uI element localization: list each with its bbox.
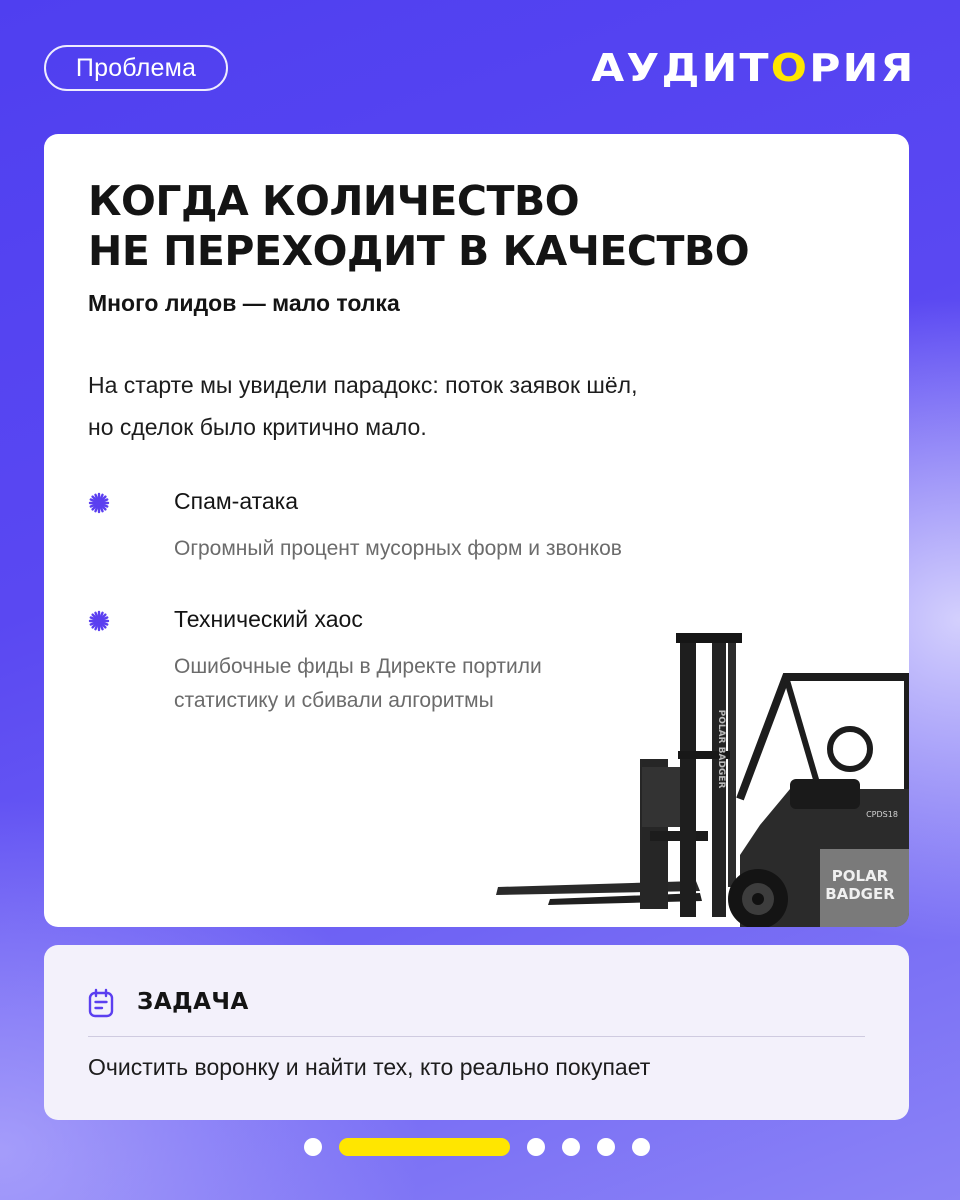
bullet-title: Спам-атака xyxy=(174,488,299,514)
bullet-description-line: Огромный процент мусорных форм и звонков xyxy=(174,537,622,560)
starburst-bullet-icon xyxy=(88,492,110,514)
pagination-dot[interactable] xyxy=(562,1138,580,1156)
brand-logo xyxy=(592,48,916,88)
intro-line-2: но сделок было критично мало. xyxy=(88,414,427,440)
bullet-description-line: статистику и сбивали алгоритмы xyxy=(174,689,494,712)
problem-card xyxy=(44,134,909,927)
title-line-2: НЕ ПЕРЕХОДИТ В КАЧЕСТВО xyxy=(88,227,750,275)
brand-label-line-2: BADGER xyxy=(825,885,895,903)
pagination-dot[interactable] xyxy=(597,1138,615,1156)
bullet-title: Технический хаос xyxy=(174,606,363,632)
bullet-description xyxy=(174,532,622,566)
divider xyxy=(88,1036,865,1037)
pagination-dot[interactable] xyxy=(527,1138,545,1156)
brand-label-line-1: POLAR xyxy=(831,867,889,885)
bullet-description-line: Ошибочные фиды в Директе портили xyxy=(174,655,542,678)
subtitle: Много лидов — мало толка xyxy=(88,290,400,316)
logo-text-accent: О xyxy=(771,46,810,90)
task-description: Очистить воронку и найти тех, кто реально покупает xyxy=(88,1054,651,1080)
bullet-description xyxy=(174,650,542,718)
page-title xyxy=(88,176,868,276)
pagination-dot[interactable] xyxy=(632,1138,650,1156)
intro-text xyxy=(88,364,768,448)
category-tag-label: Проблема xyxy=(75,53,197,82)
forklift-image xyxy=(490,629,909,927)
title-line-1: КОГДА КОЛИЧЕСТВО xyxy=(88,177,580,225)
starburst-bullet-icon xyxy=(88,610,110,632)
pagination-dot[interactable] xyxy=(304,1138,322,1156)
calendar-icon xyxy=(88,988,114,1018)
logo-text-start: АУДИТ xyxy=(591,46,772,90)
logo-text-end: РИЯ xyxy=(809,46,916,90)
slide-pagination xyxy=(304,1137,650,1157)
category-tag xyxy=(44,45,228,91)
task-card xyxy=(44,945,909,1120)
intro-line-1: На старте мы увидели парадокс: поток заявок шёл, xyxy=(88,372,638,398)
pagination-dot-active[interactable] xyxy=(339,1138,510,1156)
model-label: CPDS18 xyxy=(866,810,898,819)
task-title: ЗАДАЧА xyxy=(137,989,249,1015)
mast-label: POLAR BADGER xyxy=(716,709,726,789)
